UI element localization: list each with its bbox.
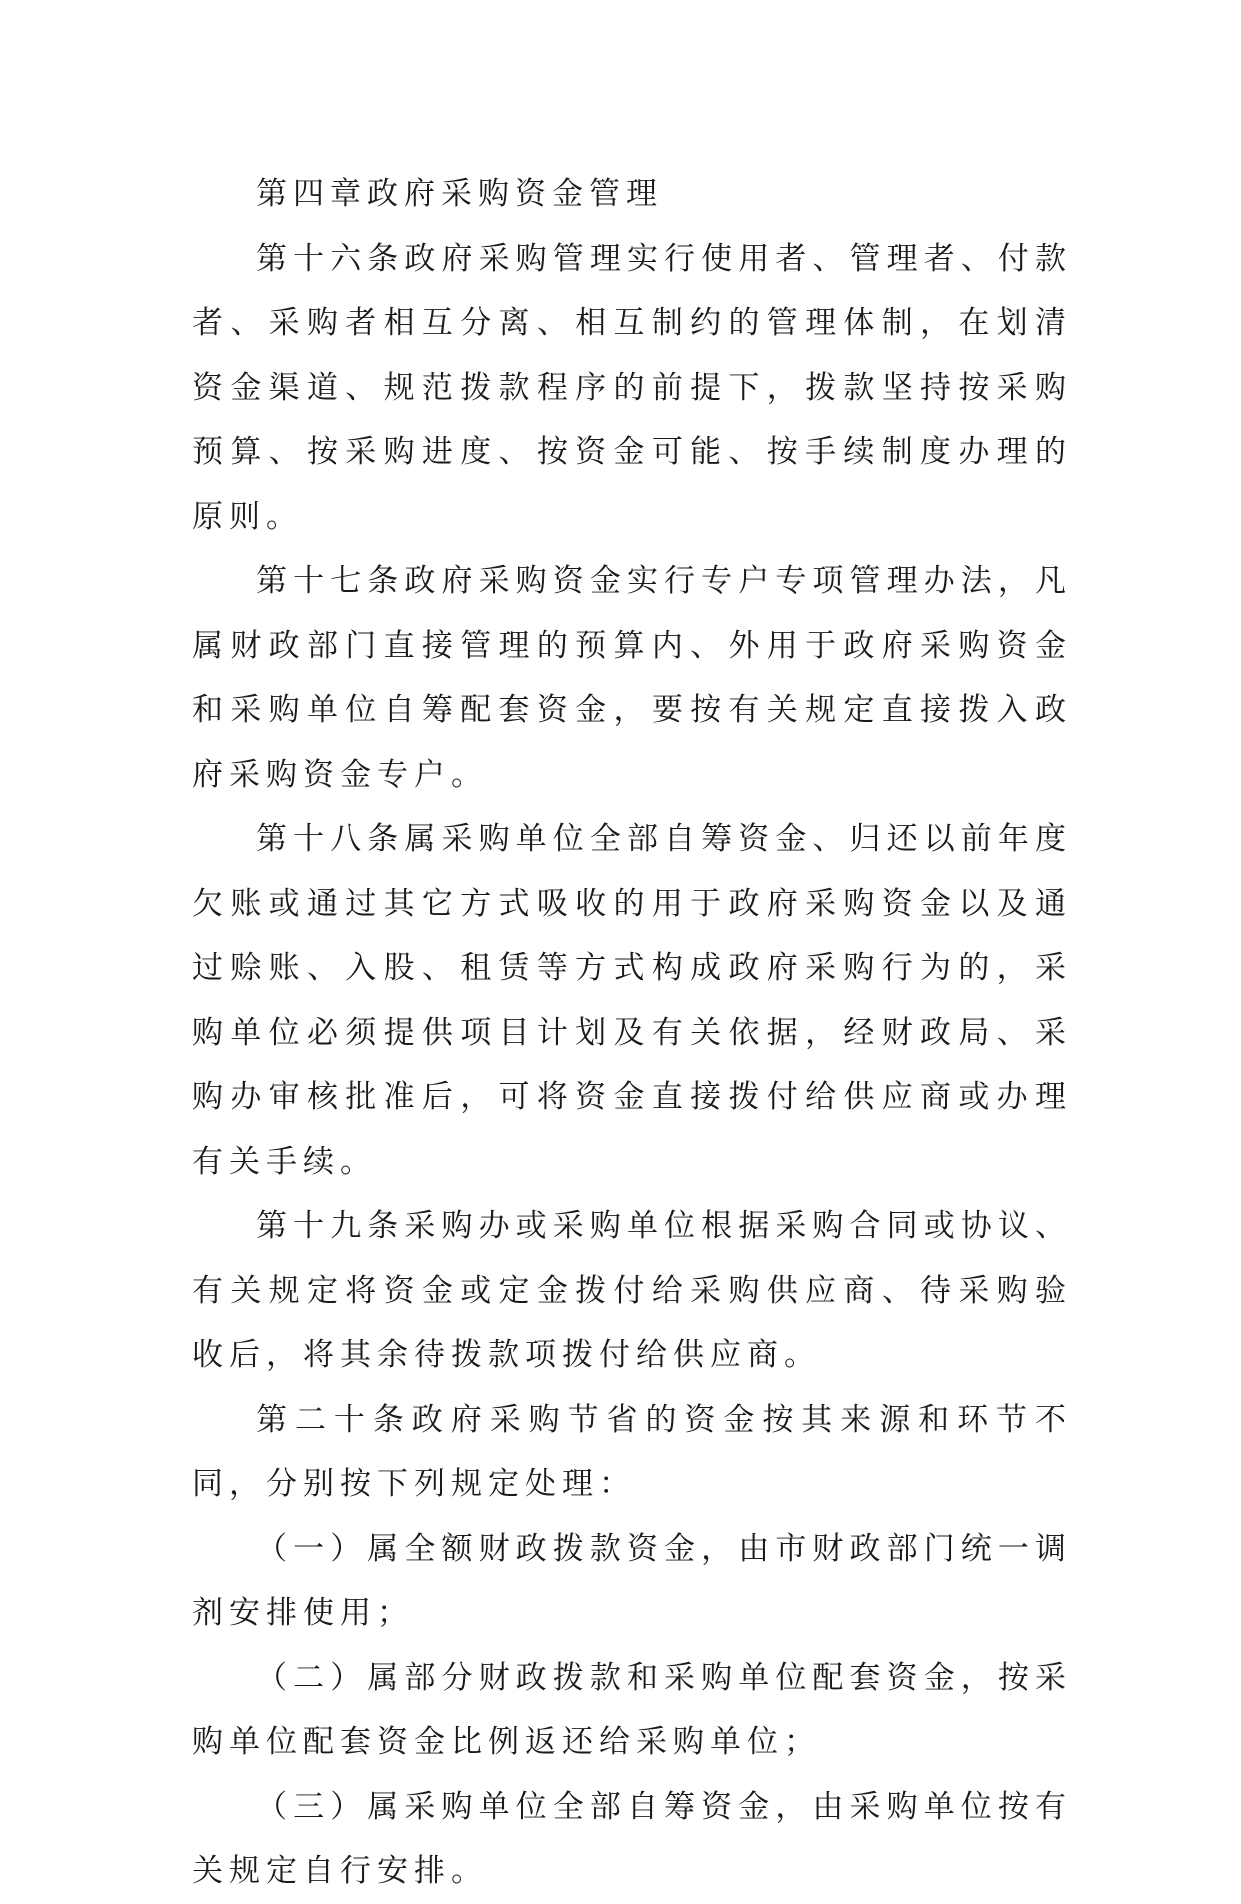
article-20-item-3: （三）属采购单位全部自筹资金，由采购单位按有关规定自行安排。 (192, 1788, 1072, 1889)
article-20-item-2: （二）属部分财政拨款和采购单位配套资金，按采购单位配套资金比例返还给采购单位； (192, 1659, 1072, 1760)
article-16: 第十六条政府采购管理实行使用者、管理者、付款者、采购者相互分离、相互制约的管理体制，在划清资金渠道、规范拨款程序的前提下，拨款坚持按采购预算、按采购进度、按资金可能、按手续制度办理的原则。 (192, 240, 1072, 535)
article-20: 第二十条政府采购节省的资金按其来源和环节不同，分别按下列规定处理： (192, 1401, 1072, 1502)
document-body (192, 162, 1072, 1904)
article-17: 第十七条政府采购资金实行专户专项管理办法，凡属财政部门直接管理的预算内、外用于政府采购资金和采购单位自筹配套资金，要按有关规定直接拨入政府采购资金专户。 (192, 563, 1072, 793)
article-18: 第十八条属采购单位全部自筹资金、归还以前年度欠账或通过其它方式吸收的用于政府采购资金以及通过赊账、入股、租赁等方式构成政府采购行为的，采购单位必须提供项目计划及有关依据，经财政局、采购办审核批准后，可将资金直接拨付给供应商或办理有关手续。 (192, 821, 1072, 1180)
chapter-title: 第四章政府采购资金管理 (256, 176, 663, 212)
article-20-item-1: （一）属全额财政拨款资金，由市财政部门统一调剂安排使用； (192, 1530, 1072, 1631)
article-19: 第十九条采购办或采购单位根据采购合同或协议、有关规定将资金或定金拨付给采购供应商、待采购验收后，将其余待拨款项拨付给供应商。 (192, 1208, 1072, 1373)
